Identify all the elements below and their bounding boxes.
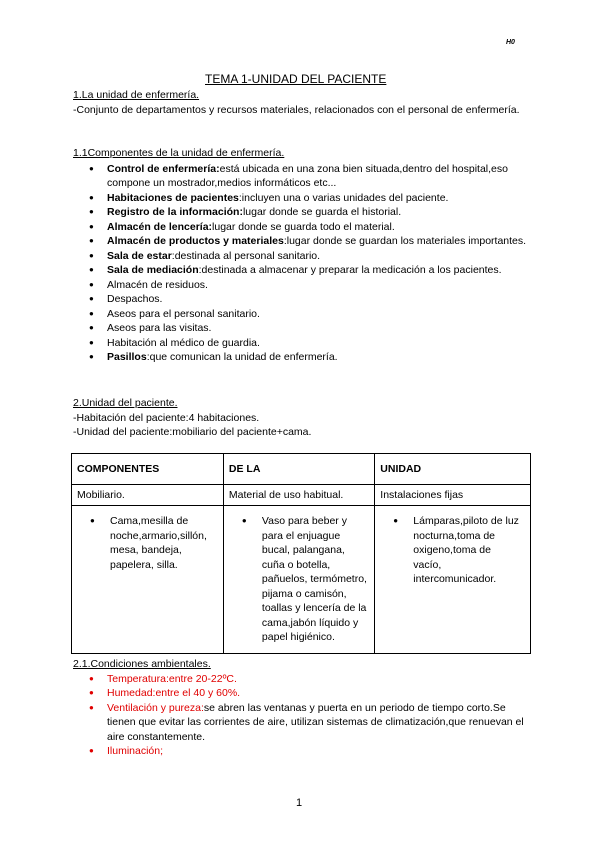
table-cell [223,506,374,654]
section-2-1 [73,657,533,759]
section-2 [73,396,533,440]
table-cell [72,506,224,654]
list-item: ● Iluminación; [89,744,533,759]
list-item: ● Almacén de residuos. [89,278,533,293]
table-header: DE LA [223,454,374,485]
components-list [89,162,533,365]
table-cell [375,506,531,654]
page-title: TEMA 1-UNIDAD DEL PACIENTE [205,72,387,86]
table-header: COMPONENTES [72,454,224,485]
table-cell: Material de uso habitual. [223,485,374,506]
list-item: ● Control de enfermería:está ubicada en una zona bien situada,dentro del hospital,eso compone un mostrador,medios informáticos etc... [89,162,533,191]
list-item: ● Despachos. [89,292,533,307]
list-item: ● Temperatura:entre 20-22ºC. [89,672,533,687]
list-item: ● Almacén de productos y materiales:lugar donde se guardan los materiales importantes. [89,234,533,249]
table-header: UNIDAD [375,454,531,485]
section-2-line1: -Habitación del paciente:4 habitaciones. [73,411,260,424]
section-2-line2: -Unidad del paciente:mobiliario del paciente+cama. [73,426,312,438]
conditions-list [89,672,533,759]
section-1-1 [73,146,533,365]
list-item: ● Vaso para beber y para el enjuague bucal, palangana, cuña o botella, pañuelos, termómetro, pijama o camisón, toallas y lencería de la cama,jabón líquido y papel higiénico. [242,514,370,645]
header-code: H0 [506,39,515,46]
section-1-text: -Conjunto de departamentos y recursos materiales, relacionados con el personal de enfermería. [73,103,520,116]
list-item: ● Pasillos:que comunican la unidad de enfermería. [89,350,533,365]
list-item: ● Lámparas,piloto de luz nocturna,toma de oxigeno,toma de vacío, intercomunicador. [393,514,520,587]
section-1-heading: 1.La unidad de enfermería. [73,89,200,101]
components-table [71,453,531,654]
list-item: ● Almacén de lencería:lugar donde se guarda todo el material. [89,220,533,235]
list-item: ● Sala de mediación:destinada a almacenar y preparar la medicación a los pacientes. [89,263,533,278]
section-1 [73,88,533,117]
section-1-1-heading: 1.1Componentes de la unidad de enfermería. [73,147,285,159]
list-item: ● Aseos para las visitas. [89,321,533,336]
list-item: ● Habitación al médico de guardia. [89,336,533,351]
section-2-1-heading: 2.1.Condiciones ambientales. [73,658,211,670]
list-item: ● Habitaciones de pacientes:incluyen una o varias unidades del paciente. [89,191,533,206]
list-item: ● Ventilación y pureza:se abren las ventanas y puerta en un periodo de tiempo corto.Se tienen que evitar las corrientes de aire, utilizan sistemas de climatización,que renuevan el aire constantemente. [89,701,533,745]
table-cell: Mobiliario. [72,485,224,506]
section-2-heading: 2.Unidad del paciente. [73,397,178,409]
table-cell: Instalaciones fijas [375,485,531,506]
page-number: 1 [296,797,303,809]
list-item: ● Cama,mesilla de noche,armario,sillón, mesa, bandeja, papelera, silla. [90,514,213,572]
list-item: ● Humedad:entre el 40 y 60%. [89,686,533,701]
list-item: ● Aseos para el personal sanitario. [89,307,533,322]
list-item: ● Sala de estar:destinada al personal sanitario. [89,249,533,264]
list-item: ● Registro de la información:lugar donde se guarda el historial. [89,205,533,220]
